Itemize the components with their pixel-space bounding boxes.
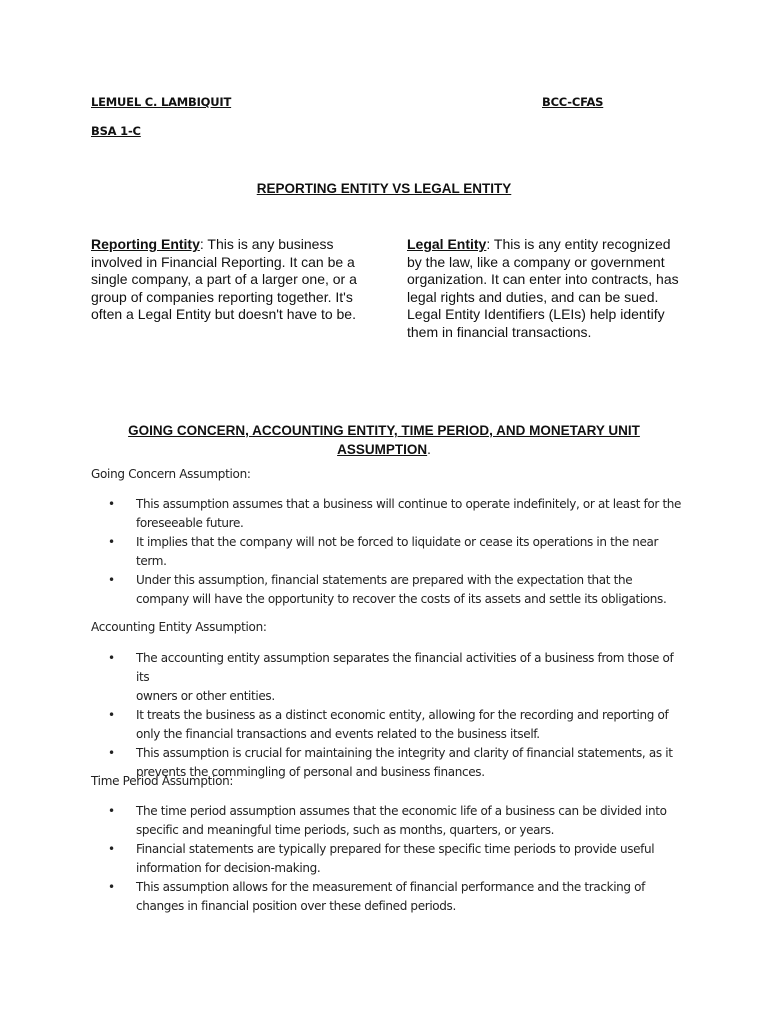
list-item: • The accounting entity assumption separates the financial activities of a business from those of its owners or other entities.: [108, 651, 674, 703]
reporting-line-2: involved in Financial Reporting. It can be a: [91, 253, 355, 270]
reporting-line-4: group of companies reporting together. It's: [91, 288, 353, 305]
time-period-list: [108, 802, 683, 916]
section-title-line-2: ASSUMPTION.: [337, 442, 431, 457]
list-item: • The time period assumption assumes that the economic life of a business can be divided into specific and meaningful time periods, such as months, quarters, or years.: [108, 804, 667, 837]
list-item: • This assumption assumes that a business will continue to operate indefinitely, or at least for the foreseeable future.: [108, 497, 682, 530]
list-item: • It implies that the company will not be forced to liquidate or cease its operations in the near term.: [108, 535, 659, 568]
list-item: • Under this assumption, financial statements are prepared with the expectation that the company will have the opportunity to recover the costs of its assets and settle its obligations.: [108, 573, 667, 606]
section-title-line-1: GOING CONCERN, ACCOUNTING ENTITY, TIME PERIOD, AND MONETARY UNIT: [128, 423, 640, 438]
bullet-icon: •: [108, 573, 115, 587]
bullet-icon: •: [108, 651, 115, 665]
legal-line-6: them in financial transactions.: [407, 323, 592, 340]
legal-line-2: by the law, like a company or government: [407, 253, 665, 270]
legal-entity-term: Legal Entity: [407, 236, 487, 252]
section-code: BSA 1-C: [91, 124, 141, 138]
section-title: [0, 421, 768, 459]
list-item: • This assumption is crucial for maintaining the integrity and clarity of financial statements, as it prevents the commingling of personal and business finances.: [108, 746, 673, 779]
legal-line-1: Legal Entity: This is any entity recognized: [407, 236, 671, 252]
bullet-icon: •: [108, 804, 115, 818]
legal-line-5: Legal Entity Identifiers (LEIs) help identify: [407, 306, 665, 322]
legal-line-3: organization. It can enter into contracts, has: [407, 271, 679, 287]
page-title: REPORTING ENTITY VS LEGAL ENTITY: [256, 181, 512, 196]
reporting-line-1: Reporting Entity: This is any business: [91, 236, 334, 252]
list-item: • Financial statements are typically prepared for these specific time periods to provide useful information for decision-making.: [108, 842, 655, 875]
legal-line-4: legal rights and duties, and can be sued.: [407, 288, 659, 305]
bullet-icon: •: [108, 842, 115, 856]
time-period-heading: Time Period Assumption:: [91, 774, 234, 788]
course-code: BCC-CFAS: [542, 95, 604, 109]
bullet-icon: •: [108, 880, 115, 894]
list-item: • It treats the business as a distinct economic entity, allowing for the recording and reporting of only the financial transactions and events related to the business itself.: [108, 708, 669, 741]
reporting-line-5: often a Legal Entity but doesn't have to be.: [91, 306, 356, 322]
reporting-entity-term: Reporting Entity: [91, 236, 200, 252]
bullet-icon: •: [108, 746, 115, 760]
bullet-icon: •: [108, 497, 115, 511]
going-concern-heading: Going Concern Assumption:: [91, 467, 251, 481]
list-item: • This assumption allows for the measurement of financial performance and the tracking of changes in financial position over these defined periods.: [108, 880, 646, 913]
bullet-icon: •: [108, 535, 115, 549]
accounting-entity-heading: Accounting Entity Assumption:: [91, 620, 267, 634]
going-concern-list: [108, 495, 683, 609]
accounting-entity-list: [108, 649, 683, 782]
reporting-entity-paragraph: [91, 236, 376, 324]
author-name: LEMUEL C. LAMBIQUIT: [91, 95, 232, 109]
legal-entity-paragraph: [407, 236, 707, 341]
bullet-icon: •: [108, 708, 115, 722]
reporting-line-3: single company, a part of a larger one, or a: [91, 271, 357, 287]
